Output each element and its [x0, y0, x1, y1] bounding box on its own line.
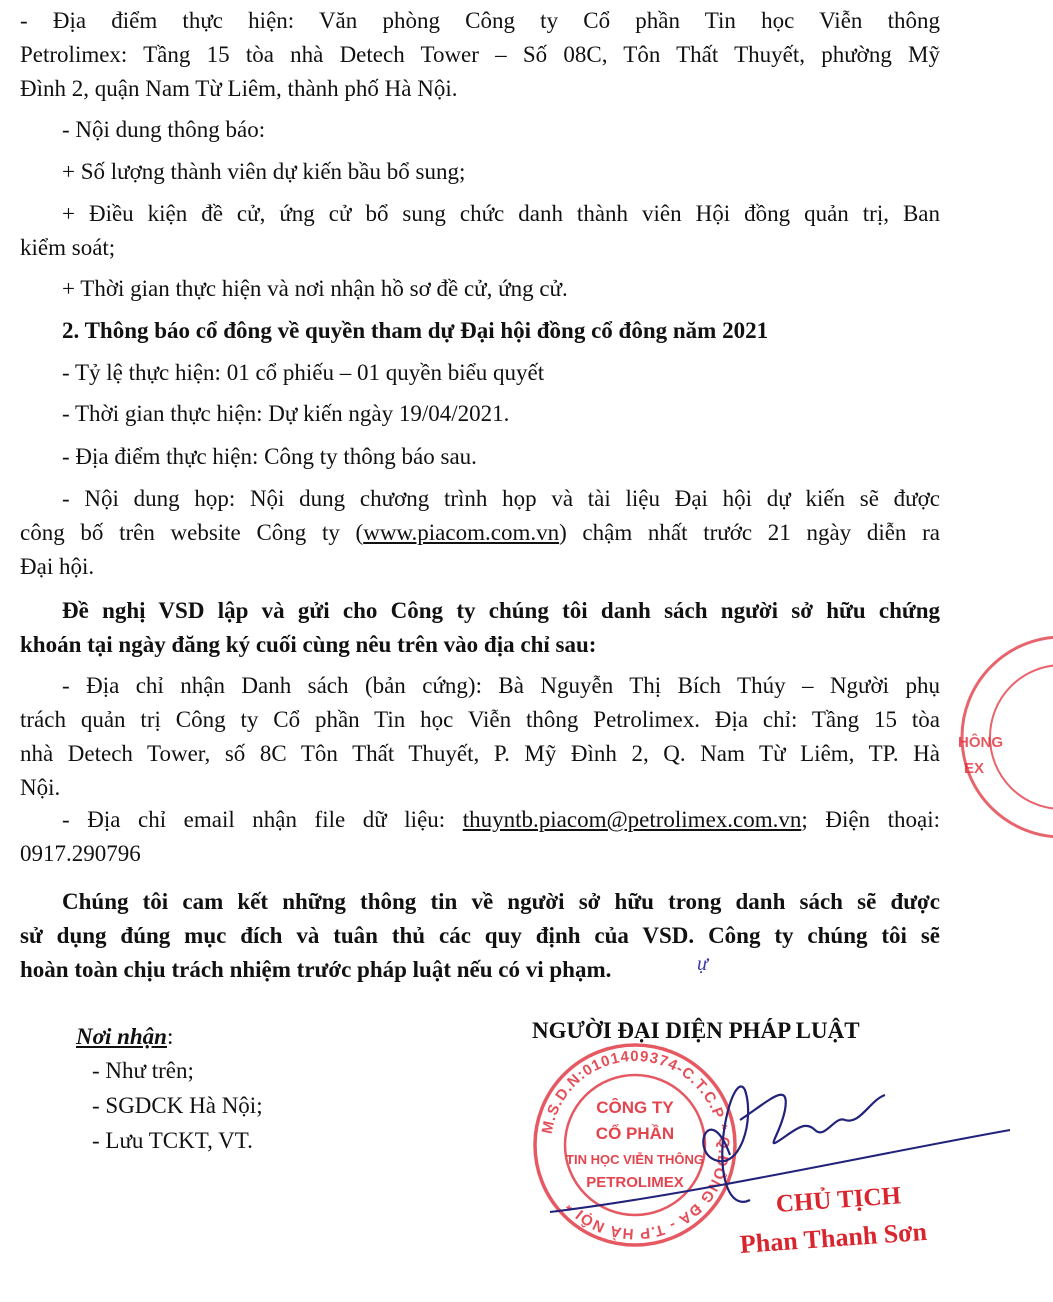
address-line-1: - Địa chỉ nhận Danh sách (bản cứng): Bà Nguyễn Thị Bích Thúy – Người phụ [62, 673, 940, 698]
initials-mark: ự [697, 953, 708, 975]
side-stamp [950, 625, 1053, 855]
request-line-2: khoán tại ngày đăng ký cuối cùng nêu trên vào địa chỉ sau: [20, 632, 597, 657]
notice-item-2-line-1: + Điều kiện đề cử, ứng cử bổ sung chức danh thành viên Hội đồng quản trị, Ban [62, 201, 940, 226]
notice-item-2-line-2: kiểm soát; [20, 235, 116, 260]
signatory-name: Phan Thanh Sơn [738, 1216, 928, 1259]
meeting-content-text-b: ) chậm nhất trước 21 ngày diễn ra [559, 520, 940, 545]
signatory-title: CHỦ TỊCH [775, 1182, 902, 1218]
email-label: - Địa chỉ email nhận file dữ liệu: [62, 807, 463, 832]
request-line-1: Đề nghị VSD lập và gửi cho Công ty chúng tôi danh sách người sở hữu chứng [62, 598, 940, 623]
stamp-line-1: CÔNG TY [596, 1098, 674, 1117]
stamp-line-2: CỔ PHẦN [595, 1124, 675, 1143]
side-stamp-inner-2: EX [964, 760, 985, 777]
meeting-content-line-3: Đại hội. [20, 554, 95, 579]
email-line [62, 803, 940, 837]
meeting-content-line-1: - Nội dung họp: Nội dung chương trình họp và tài liệu Đại hội dự kiến sẽ được [62, 486, 940, 511]
phone-number: 0917.290796 [20, 841, 141, 866]
recipient-1: - Như trên; [92, 1058, 194, 1083]
section-2-heading: 2. Thông báo cổ đông về quyền tham dự Đại hội đồng cổ đông năm 2021 [62, 318, 769, 343]
notice-item-1: + Số lượng thành viên dự kiến bầu bổ sung; [62, 159, 466, 184]
address-line-2: trách quản trị Công ty Cổ phần Tin học Viễn thông Petrolimex. Địa chỉ: Tầng 15 tòa [20, 707, 940, 732]
recipients-colon: : [166, 1024, 174, 1049]
ratio-line: - Tỷ lệ thực hiện: 01 cổ phiếu – 01 quyền biểu quyết [62, 360, 545, 385]
time-line: - Thời gian thực hiện: Dự kiến ngày 19/04/2021. [62, 401, 510, 426]
recipient-2: - SGDCK Hà Nội; [92, 1093, 263, 1118]
stamp-line-3: TIN HỌC VIỄN THÔNG [566, 1152, 704, 1167]
notice-content-heading: - Nội dung thông báo: [62, 117, 266, 142]
commitment-line-3: hoàn toàn chịu trách nhiệm trước pháp luật nếu có vi phạm. [20, 957, 612, 982]
phone-label: ; Điện thoại: [801, 807, 940, 832]
signature-heading: NGƯỜI ĐẠI DIỆN PHÁP LUẬT [532, 1018, 860, 1043]
notice-item-3: + Thời gian thực hiện và nơi nhận hồ sơ đề cử, ứng cử. [62, 276, 568, 301]
address-line-4: Nội. [20, 775, 61, 800]
website-link[interactable]: www.piacom.com.vn [363, 520, 560, 545]
commitment-line-1: Chúng tôi cam kết những thông tin về người sở hữu trong danh sách sẽ được [62, 889, 940, 914]
location-line-1: - Địa điểm thực hiện: Văn phòng Công ty Cổ phần Tin học Viễn thông [20, 8, 940, 33]
meeting-content-line-2 [20, 516, 940, 550]
recipients-label [76, 1020, 173, 1054]
recipients-label-text: Nơi nhận [76, 1024, 167, 1049]
location-line-3: Đình 2, quận Nam Từ Liêm, thành phố Hà Nội. [20, 76, 458, 101]
side-stamp-inner-1: HÔNG [958, 734, 1003, 751]
place-line: - Địa điểm thực hiện: Công ty thông báo sau. [62, 444, 477, 469]
commitment-line-2: sử dụng đúng mục đích và tuân thủ các quy định của VSD. Công ty chúng tôi sẽ [20, 923, 940, 948]
stamp-line-4: PETROLIMEX [586, 1174, 684, 1191]
stamp-ring-text: M.S.D.N:0101409374-C.T.C.P * Q.ĐỐNG ĐA - T.P HÀ NỘI * [538, 1047, 733, 1243]
location-line-2: Petrolimex: Tầng 15 tòa nhà Detech Tower – Số 08C, Tôn Thất Thuyết, phường Mỹ [20, 42, 940, 67]
recipient-3: - Lưu TCKT, VT. [92, 1128, 253, 1153]
email-link[interactable]: thuyntb.piacom@petrolimex.com.vn [462, 807, 802, 832]
address-line-3: nhà Detech Tower, số 8C Tôn Thất Thuyết, P. Mỹ Đình 2, Q. Nam Từ Liêm, TP. Hà [20, 741, 940, 766]
meeting-content-text-a: công bố trên website Công ty ( [20, 520, 364, 545]
